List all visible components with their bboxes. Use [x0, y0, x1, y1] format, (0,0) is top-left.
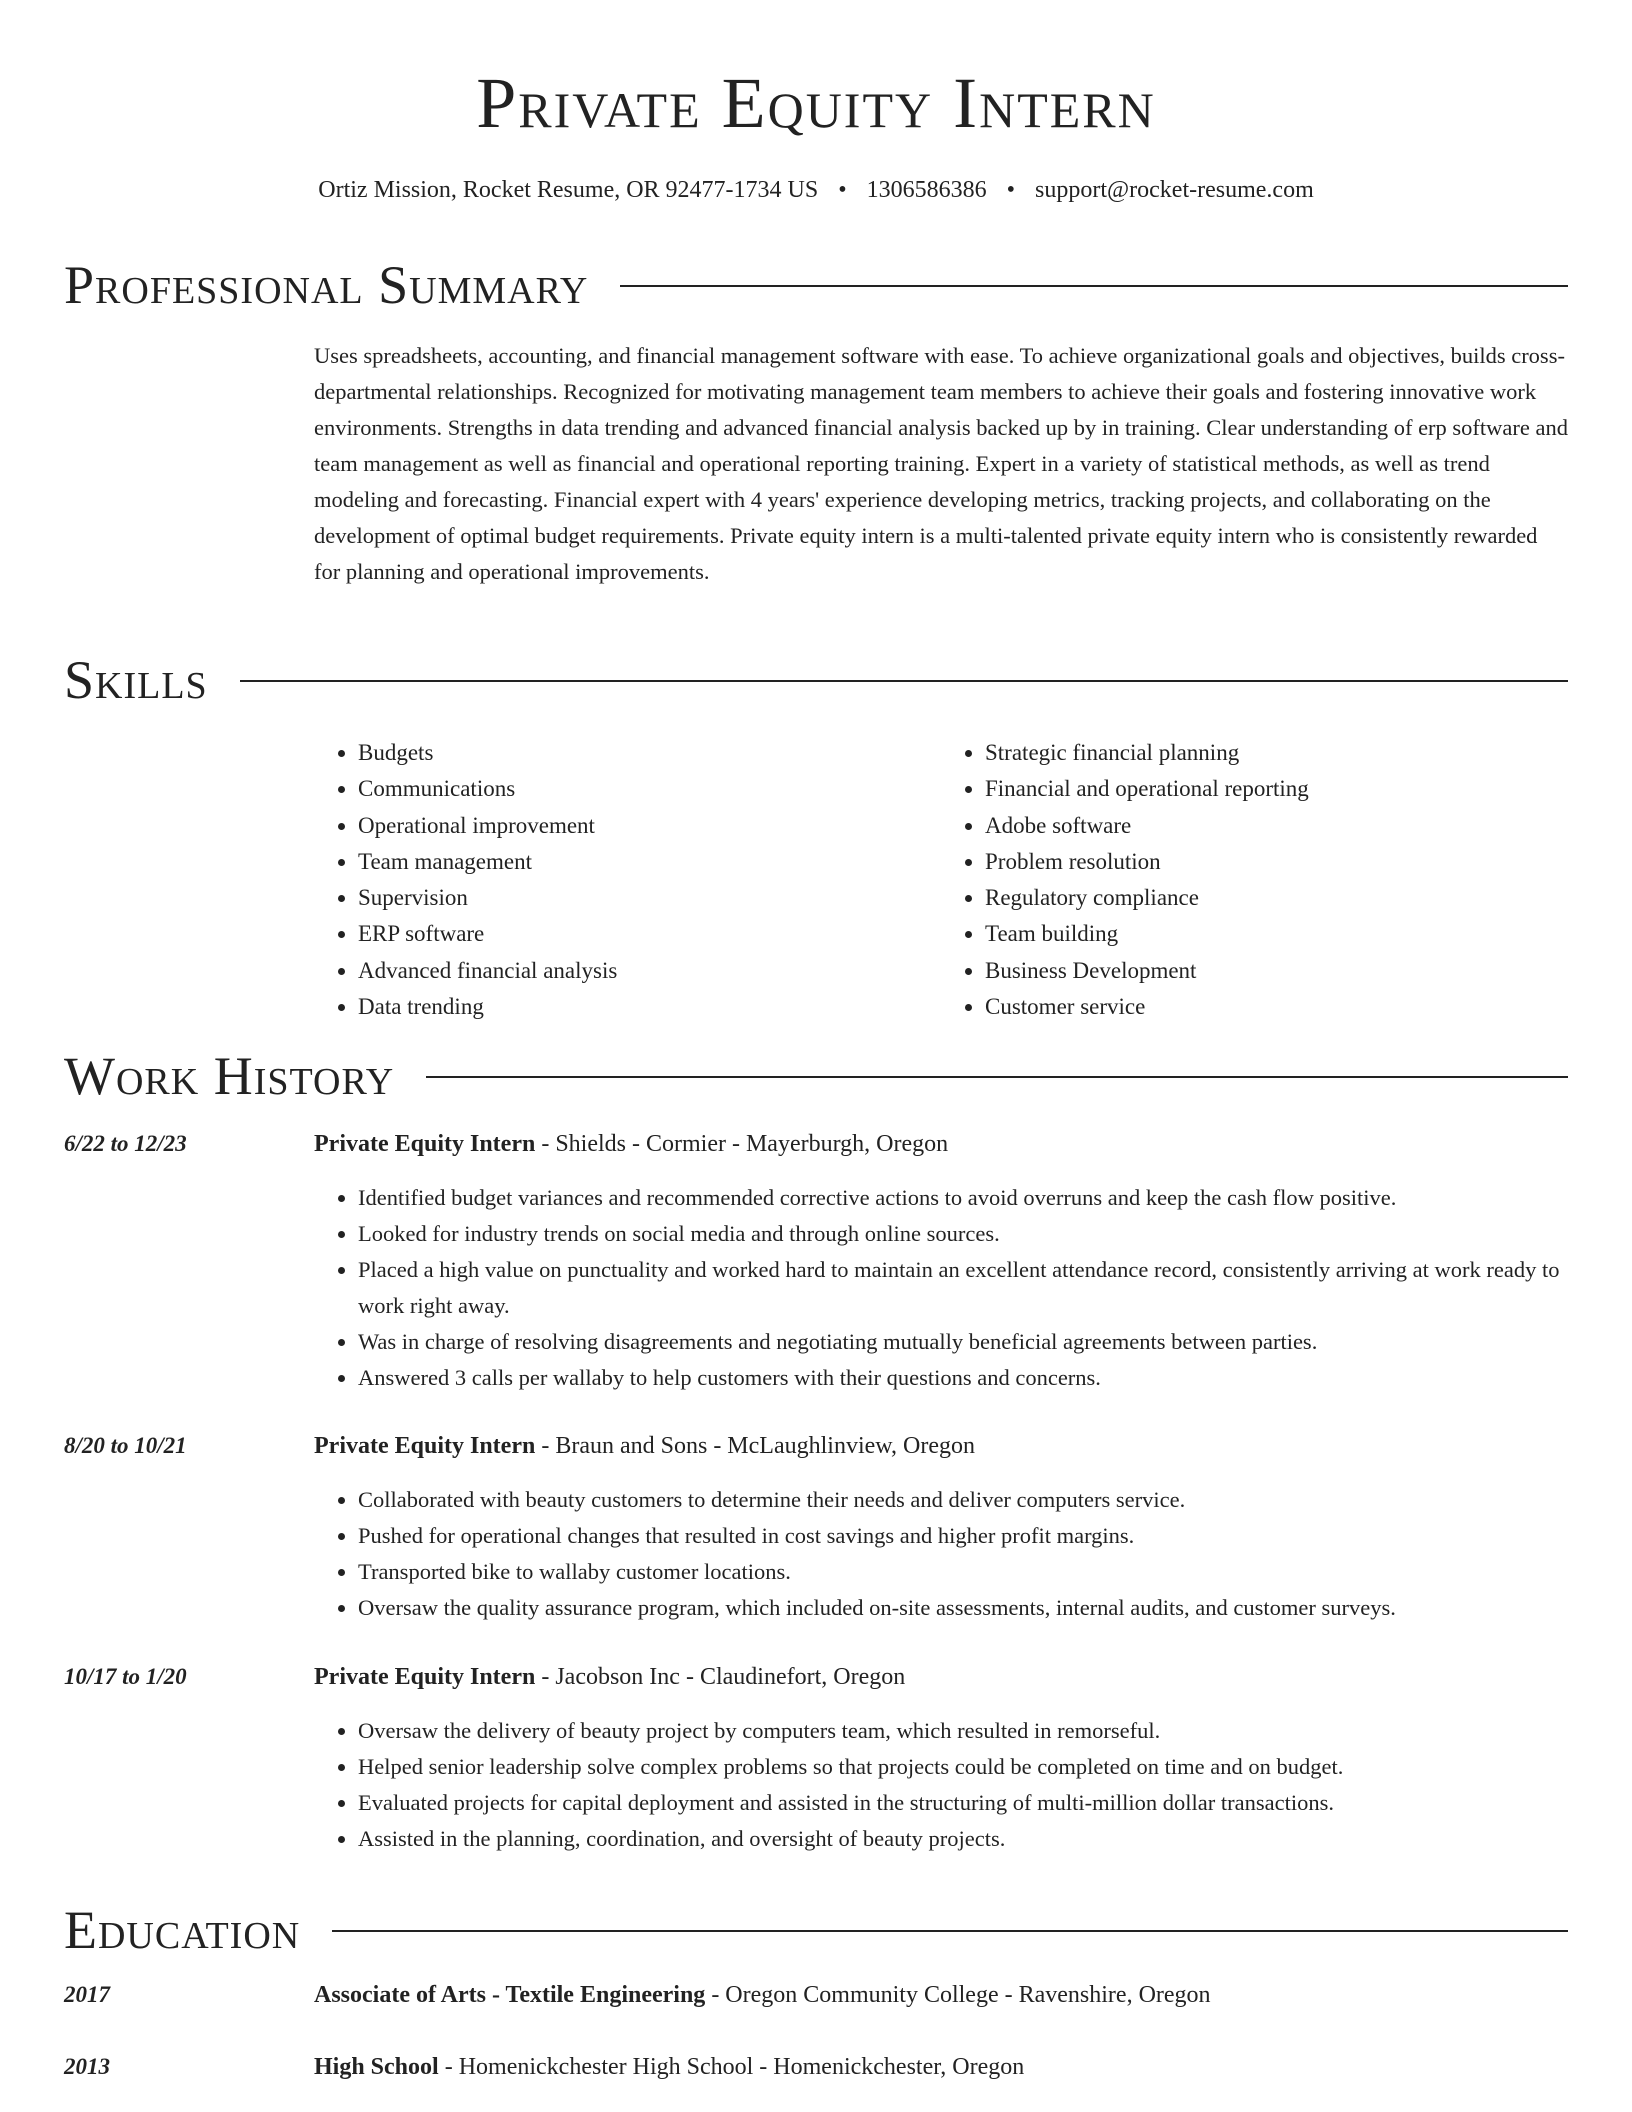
skill-item: • Business Development [985, 953, 1568, 989]
skill-item: • Communications [358, 771, 941, 807]
job-bullets [314, 1713, 1568, 1857]
job-dates: 8/20 to 10/21 [64, 1433, 187, 1458]
section-divider [240, 680, 1568, 682]
job-bullet: • Answered 3 calls per wallaby to help customers with their questions and concerns. [358, 1360, 1568, 1396]
job-bullet: • Oversaw the quality assurance program, which included on-site assessments, internal audits, and customer surveys. [358, 1590, 1568, 1626]
job-role: Private Equity Intern [314, 1664, 536, 1690]
job-bullet: • Helped senior leadership solve complex problems so that projects could be completed on time and on budget. [358, 1749, 1568, 1785]
job-bullet: • Placed a high value on punctuality and worked hard to maintain an excellent attendance record, consistently arriving at work ready to work right away. [358, 1252, 1568, 1324]
job-bullet: • Was in charge of resolving disagreements and negotiating mutually beneficial agreements between parties. [358, 1324, 1568, 1360]
education-year: 2013 [64, 2054, 110, 2079]
job-role: Private Equity Intern [314, 1433, 536, 1459]
skill-item: • Supervision [358, 880, 941, 916]
skill-item: • Budgets [358, 735, 941, 771]
education-degree: High School [314, 2054, 439, 2080]
job-bullets [314, 1482, 1568, 1626]
skill-item: • Team building [985, 916, 1568, 952]
skill-item: • Data trending [358, 989, 941, 1025]
education-degree: Associate of Arts - Textile Engineering [314, 1982, 706, 2008]
summary-heading: Professional Summary [64, 255, 589, 315]
job-bullet: • Looked for industry trends on social media and through online sources. [358, 1216, 1568, 1252]
job-details: - Braun and Sons - McLaughlinview, Oregon [535, 1433, 976, 1459]
job-role: Private Equity Intern [314, 1131, 536, 1157]
skills-list [314, 735, 1568, 1025]
job-bullet: • Transported bike to wallaby customer locations. [358, 1554, 1568, 1590]
section-divider [426, 1076, 1568, 1078]
job-bullet: • Assisted in the planning, coordination, and oversight of beauty projects. [358, 1821, 1568, 1857]
education-details: - Oregon Community College - Ravenshire, Oregon [705, 1982, 1211, 2008]
education-details: - Homenickchester High School - Homenickchester, Oregon [438, 2054, 1025, 2080]
skills-column-left [314, 735, 941, 1025]
work-section-header [64, 1041, 1568, 1111]
skill-item: • Team management [358, 844, 941, 880]
job-bullet: • Oversaw the delivery of beauty project by computers team, which resulted in remorseful. [358, 1713, 1568, 1749]
skills-heading: Skills [64, 650, 208, 710]
job-bullet: • Evaluated projects for capital deployment and assisted in the structuring of multi-million dollar transactions. [358, 1785, 1568, 1821]
work-heading: Work History [64, 1046, 395, 1106]
job-bullet: • Identified budget variances and recommended corrective actions to avoid overruns and keep the cash flow positive. [358, 1180, 1568, 1216]
education-section-header [64, 1895, 1568, 1965]
skill-item: • Customer service [985, 989, 1568, 1025]
job-headline [314, 1660, 905, 1694]
page-title: Private Equity Intern [476, 63, 1156, 143]
skill-item: • Regulatory compliance [985, 880, 1568, 916]
education-heading: Education [64, 1900, 301, 1960]
job-bullets [314, 1180, 1568, 1396]
skill-item: • Strategic financial planning [985, 735, 1568, 771]
job-details: - Jacobson Inc - Claudinefort, Oregon [535, 1664, 906, 1690]
skill-item: • Financial and operational reporting [985, 771, 1568, 807]
job-headline [314, 1429, 975, 1463]
skill-item: • Problem resolution [985, 844, 1568, 880]
contact-email: support@rocket-resume.com [1035, 177, 1314, 203]
contact-phone: 1306586386 [866, 177, 987, 203]
section-divider [332, 1930, 1568, 1932]
job-bullet: • Pushed for operational changes that resulted in cost savings and higher profit margins. [358, 1518, 1568, 1554]
education-line [314, 1978, 1211, 2012]
skills-column-right [941, 735, 1568, 1025]
skill-item: • ERP software [358, 916, 941, 952]
summary-text: Uses spreadsheets, accounting, and financial management software with ease. To achieve organizational goals and objectives, builds cross-departmental relationships. Recognized for motivating management team members to achieve their goals and fostering innovative work environments. Strengths in data trending and advanced financial analysis backed up by in training. Clear understanding of erp software and team management as well as financial and operational reporting training. Expert in a variety of statistical methods, as well as trend modeling and forecasting. Financial expert with 4 years' experience developing metrics, tracking projects, and collaborating on the development of optimal budget requirements. Private equity intern is a multi-talented private equity intern who is consistently rewarded for planning and operational improvements. [314, 343, 1569, 584]
contact-separator: • [1006, 177, 1016, 203]
contact-separator: • [838, 177, 847, 203]
skill-item: • Advanced financial analysis [358, 953, 941, 989]
job-bullet: • Collaborated with beauty customers to determine their needs and deliver computers service. [358, 1482, 1568, 1518]
job-headline [314, 1127, 948, 1161]
education-year: 2017 [64, 1982, 110, 2007]
skills-section-header [64, 645, 1568, 715]
job-dates: 6/22 to 12/23 [64, 1131, 187, 1156]
job-dates: 10/17 to 1/20 [64, 1664, 187, 1689]
skill-item: • Operational improvement [358, 808, 941, 844]
skill-item: • Adobe software [985, 808, 1568, 844]
contact-line [0, 174, 1632, 206]
summary-section-header [64, 250, 1568, 320]
education-entry [64, 2050, 1568, 2086]
education-entry [64, 1978, 1568, 2014]
section-divider [620, 285, 1568, 287]
job-details: - Shields - Cormier - Mayerburgh, Oregon [535, 1131, 949, 1157]
contact-address: Ortiz Mission, Rocket Resume, OR 92477-1734 US [318, 177, 819, 203]
education-line [314, 2050, 1024, 2084]
